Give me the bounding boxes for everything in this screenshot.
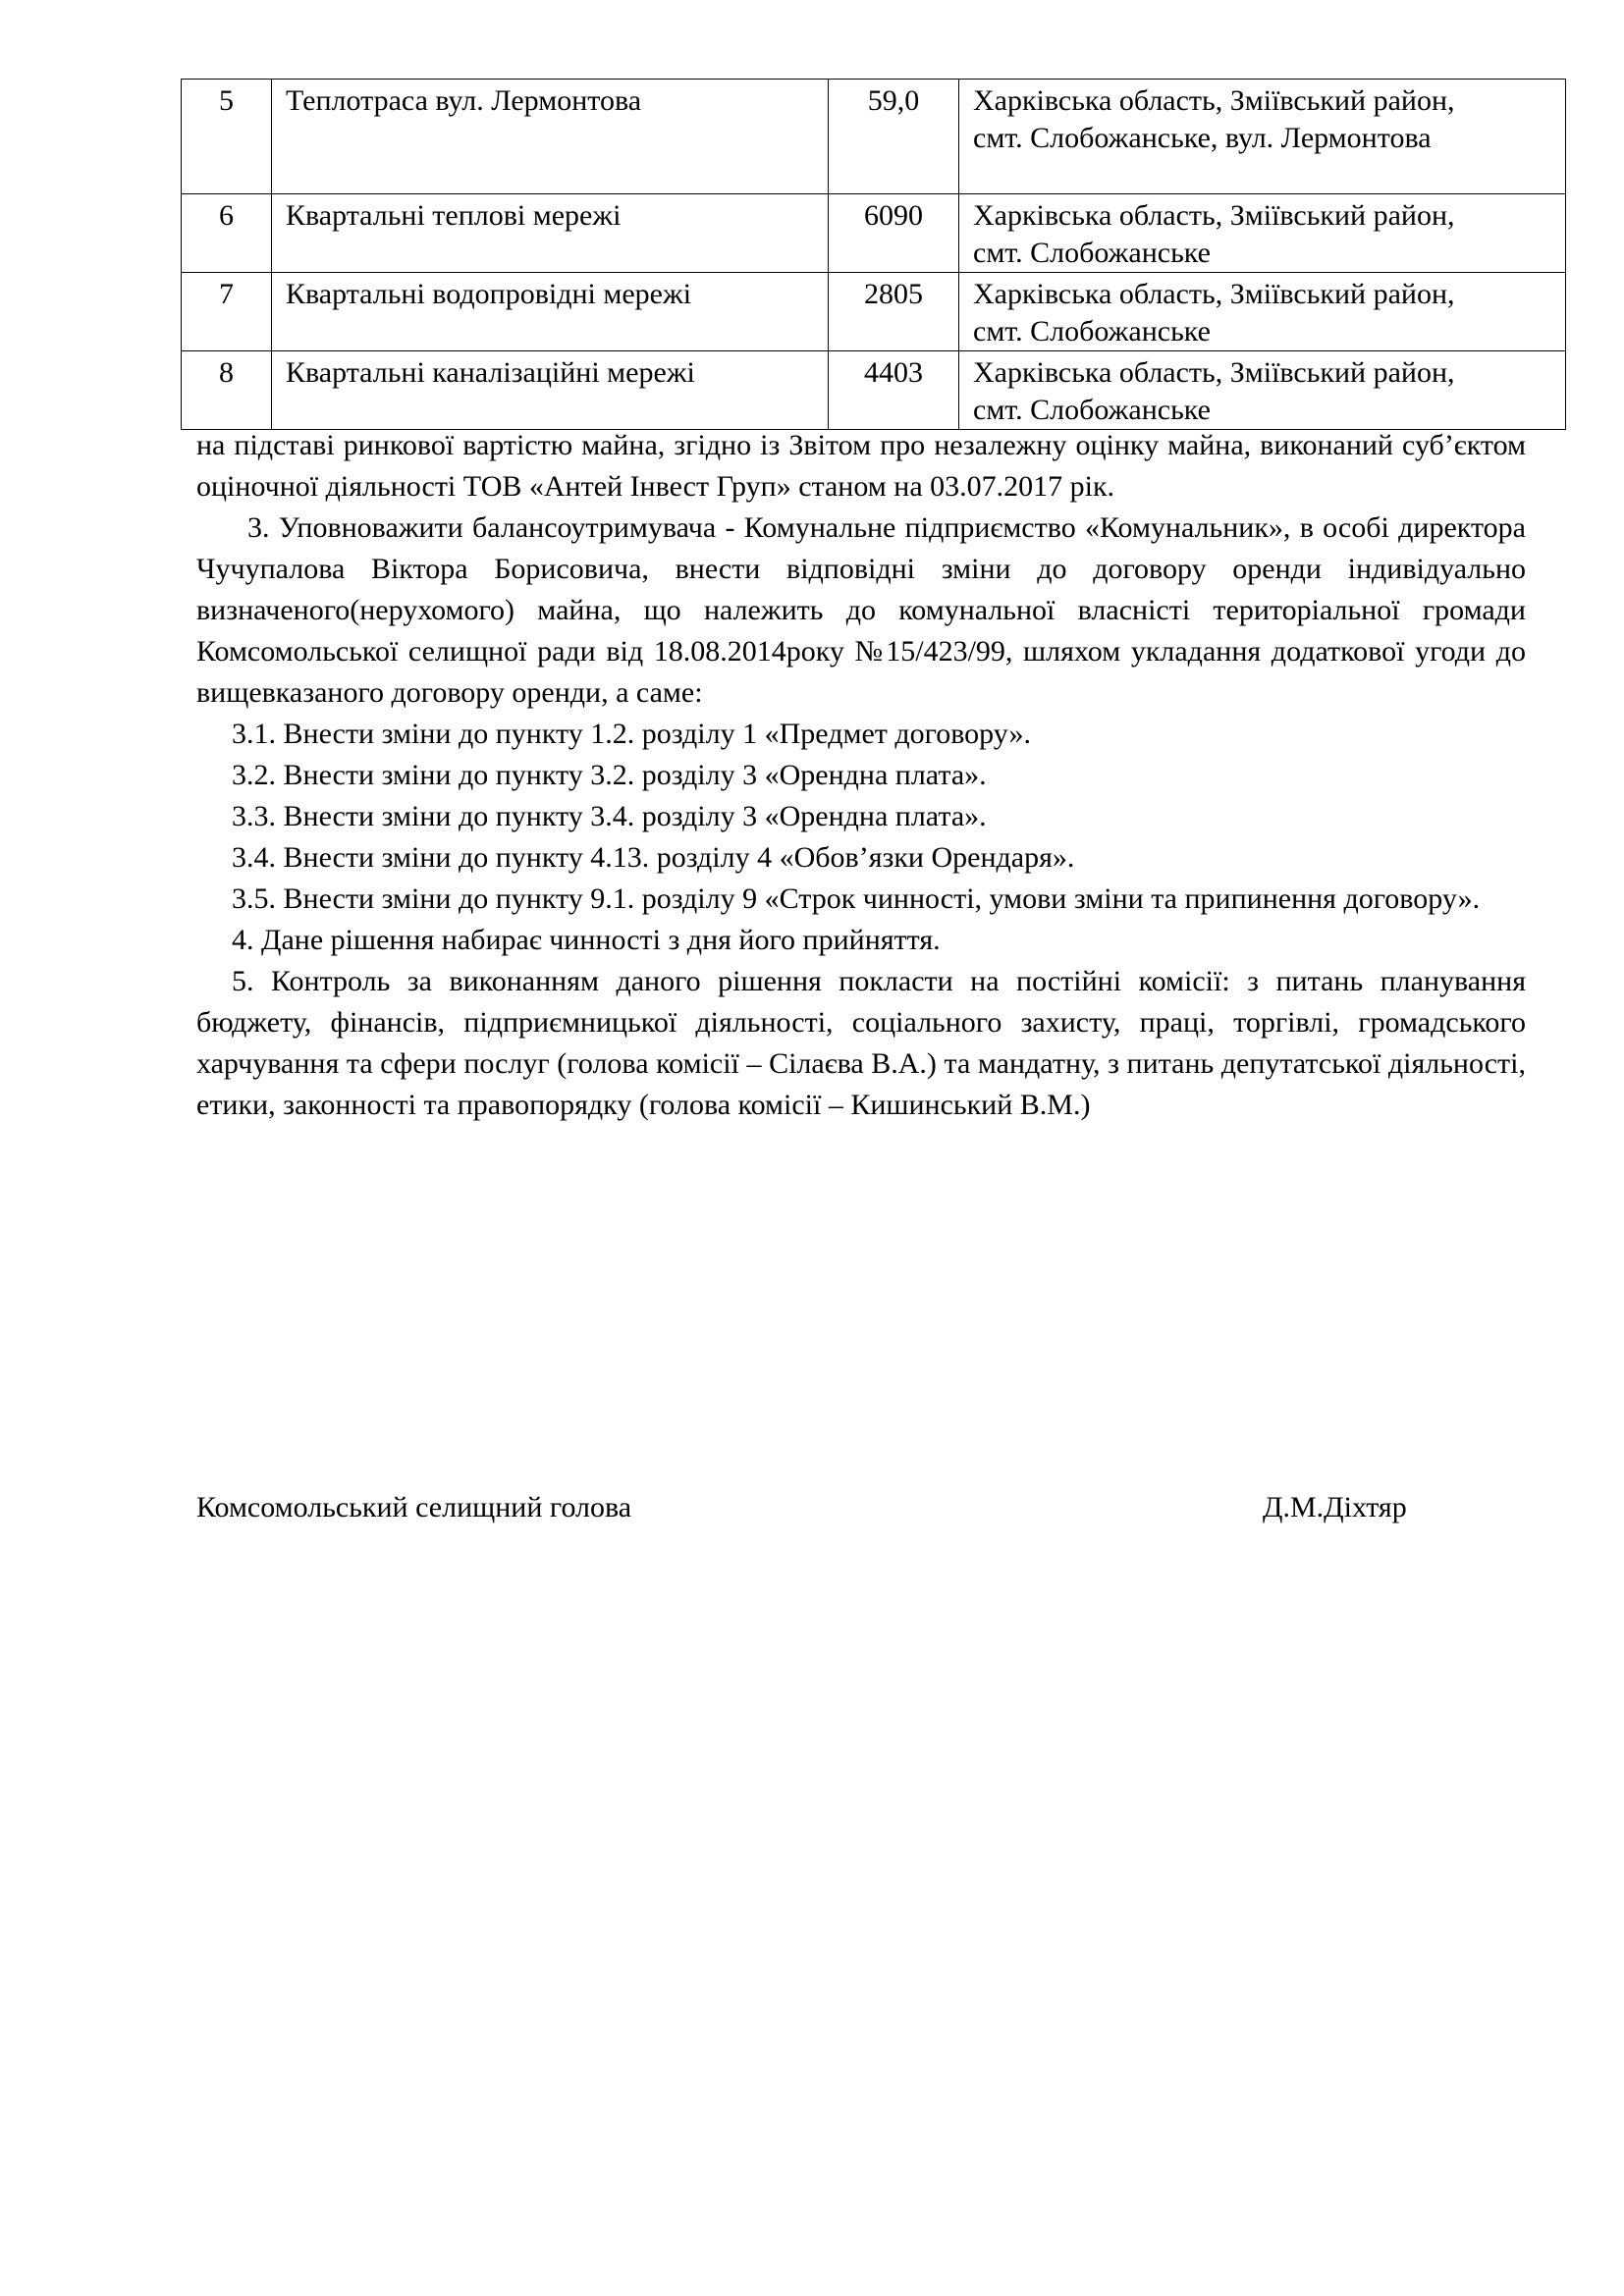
address-line: смт. Слобожанське xyxy=(973,237,1211,269)
address-line: Харківська область, Зміївський район, xyxy=(973,199,1455,232)
asset-name: Квартальні каналізаційні мережі xyxy=(272,351,829,430)
signatory-name: Д.М.Діхтяр xyxy=(1263,1491,1407,1523)
item-4-paragraph: 4. Дане рішення набирає чинності з дня його прийняття. xyxy=(232,924,941,956)
table-row xyxy=(182,273,1566,351)
item-3-5-paragraph: 3.5. Внести зміни до пункту 9.1. розділу 9 «Строк чинності, умови зміни та припинення договору». xyxy=(232,882,1481,915)
basis-paragraph: на підставі ринкової вартістю майна, згідно із Звітом про незалежну оцінку майна, виконаний суб’єктом оціночної діяльності ТОВ «Антей Інвест Груп» станом на 03.07.2017 рік. xyxy=(196,429,1526,503)
item-3-paragraph: 3. Уповноважити балансоутримувача - Комунальне підприємство «Комунальник», в особі директора Чучупалова Віктора Борисовича, внести відповідні зміни до договору оренди індивідуально визначеного(нерухомого) майна, що належить до комунальної власністі територіальної громади Комсомольської селищної ради від 18.08.2014року №15/423/99, шляхом укладання додаткової угоди до вищевказаного договору оренди, а саме: xyxy=(196,511,1526,709)
asset-address xyxy=(959,194,1566,273)
asset-length: 6090 xyxy=(829,194,959,273)
asset-name: Квартальні водопровідні мережі xyxy=(272,273,829,351)
item-3-3-paragraph: 3.3. Внести зміни до пункту 3.4. розділу 3 «Орендна плата». xyxy=(232,800,987,832)
address-line: Харківська область, Зміївський район, xyxy=(973,356,1455,389)
document-body xyxy=(196,425,1526,1126)
address-line: Харківська область, Зміївський район, xyxy=(973,278,1455,310)
asset-address xyxy=(959,273,1566,351)
assets-table xyxy=(181,79,1566,430)
asset-name: Теплотраса вул. Лермонтова xyxy=(272,80,829,194)
item-3-1-paragraph: 3.1. Внести зміни до пункту 1.2. розділу 1 «Предмет договору». xyxy=(232,718,1031,750)
item-3-4-paragraph: 3.4. Внести зміни до пункту 4.13. розділу 4 «Обов’язки Орендаря». xyxy=(232,841,1075,874)
asset-address xyxy=(959,80,1566,194)
asset-length: 2805 xyxy=(829,273,959,351)
row-number: 7 xyxy=(182,273,272,351)
row-number: 5 xyxy=(182,80,272,194)
asset-name: Квартальні теплові мережі xyxy=(272,194,829,273)
item-5-paragraph: 5. Контроль за виконанням даного рішення покласти на постійні комісії: з питань планування бюджету, фінансів, підприємницької діяльності, соціального захисту, праці, торгівлі, громадського харчування та сфери послуг (голова комісії – Сілаєва В.А.) та мандатну, з питань депутатської діяльності, етики, законності та правопорядку (голова комісії – Кишинський В.М.) xyxy=(196,965,1526,1121)
address-line: смт. Слобожанське, вул. Лермонтова xyxy=(973,122,1432,154)
asset-address xyxy=(959,351,1566,430)
row-number: 8 xyxy=(182,351,272,430)
address-line: Харківська область, Зміївський район, xyxy=(973,84,1455,117)
signatory-title: Комсомольський селищний голова xyxy=(196,1491,632,1523)
asset-length: 59,0 xyxy=(829,80,959,194)
asset-length: 4403 xyxy=(829,351,959,430)
item-3-2-paragraph: 3.2. Внести зміни до пункту 3.2. розділу 3 «Орендна плата». xyxy=(232,759,987,791)
address-line: смт. Слобожанське xyxy=(973,315,1211,347)
address-line: смт. Слобожанське xyxy=(973,394,1211,426)
table-row xyxy=(182,194,1566,273)
table-row xyxy=(182,80,1566,194)
row-number: 6 xyxy=(182,194,272,273)
table-row xyxy=(182,351,1566,430)
